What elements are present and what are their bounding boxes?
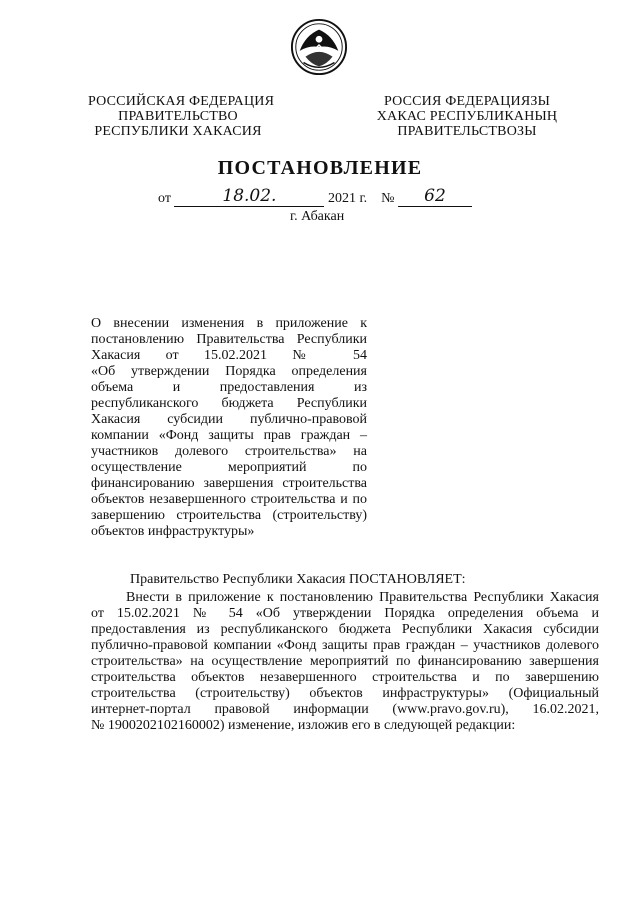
body-line: строительства» на осуществление мероприятий по финансированию завершения (91, 654, 599, 669)
header-right-line: ПРАВИТЕЛЬСТВОЗЫ (397, 124, 537, 139)
header-left-line: РЕСПУБЛИКИ ХАКАСИЯ (94, 124, 262, 139)
header-left-line: РОССИЙСКАЯ ФЕДЕРАЦИЯ (88, 94, 275, 109)
subject-line: «Об утверждении Порядка определения (91, 364, 367, 379)
body-line: строительства объектов незавершенного строительства и по завершению (91, 670, 599, 685)
header-right-line: РОССИЯ ФЕДЕРАЦИЯЗЫ (383, 94, 551, 109)
body-line: публично-правовой компании «Фонд защиты прав граждан – участников долевого (91, 638, 599, 653)
subject-line: осуществление мероприятий по (91, 460, 367, 475)
city-label: г. Абакан (290, 209, 345, 224)
subject-line: О внесении изменения в приложение к (91, 316, 367, 331)
body-line: строительства (строительству) объектов инфраструктуры» (Официальный (91, 686, 599, 701)
handwritten-date: 18.02. (222, 186, 277, 206)
number-field (398, 186, 472, 207)
body-line: Внести в приложение к постановлению Правительства Республики Хакасия (126, 590, 599, 605)
date-from-label: от (158, 191, 171, 206)
body-line: от 15.02.2021 № 54 «Об утверждении Порядка определения объема и (91, 606, 599, 621)
header-left-line: ПРАВИТЕЛЬСТВО (118, 109, 238, 124)
subject-line: компании «Фонд защиты прав граждан – (91, 428, 367, 443)
document-title: ПОСТАНОВЛЕНИЕ (217, 157, 423, 179)
subject-line: постановлению Правительства Республики (91, 332, 367, 347)
subject-line: завершению строительства (строительству) (91, 508, 367, 523)
header-left-block (88, 94, 275, 139)
body-line: предоставления из республиканского бюджета Республики Хакасия субсидии (91, 622, 599, 637)
body-text (91, 572, 599, 734)
body-line: интернет-портал правовой информации (www.pravo.gov.ru), 16.02.2021, (91, 702, 599, 717)
header-right-block (372, 94, 562, 139)
date-year: 2021 г. (327, 191, 368, 206)
subject-line: республиканского бюджета Республики (91, 396, 367, 411)
body-line: № 1900202102160002) изменение, изложив его в следующей редакции: (91, 718, 516, 733)
date-field (174, 186, 324, 207)
subject-line: объема и предоставления из (91, 380, 367, 395)
subject-block (91, 316, 367, 540)
header-right-line: ХАКАС РЕСПУБЛИКАНЫҢ (376, 109, 558, 124)
subject-line: объектов инфраструктуры» (91, 524, 255, 539)
preamble: Правительство Республики Хакасия ПОСТАНОВЛЯЕТ: (130, 572, 466, 587)
subject-line: участников долевого строительства» на (91, 444, 367, 459)
number-sign: № (381, 191, 395, 206)
subject-line: финансированию завершения строительства (91, 476, 367, 491)
subject-line: Хакасия от 15.02.2021 № 54 (91, 348, 367, 363)
subject-line: Хакасия субсидии публично-правовой (91, 412, 367, 427)
handwritten-number: 62 (424, 186, 446, 206)
date-number-line (158, 186, 472, 207)
subject-line: объектов незавершенного строительства и по (91, 492, 367, 507)
republic-emblem-icon (290, 18, 348, 76)
